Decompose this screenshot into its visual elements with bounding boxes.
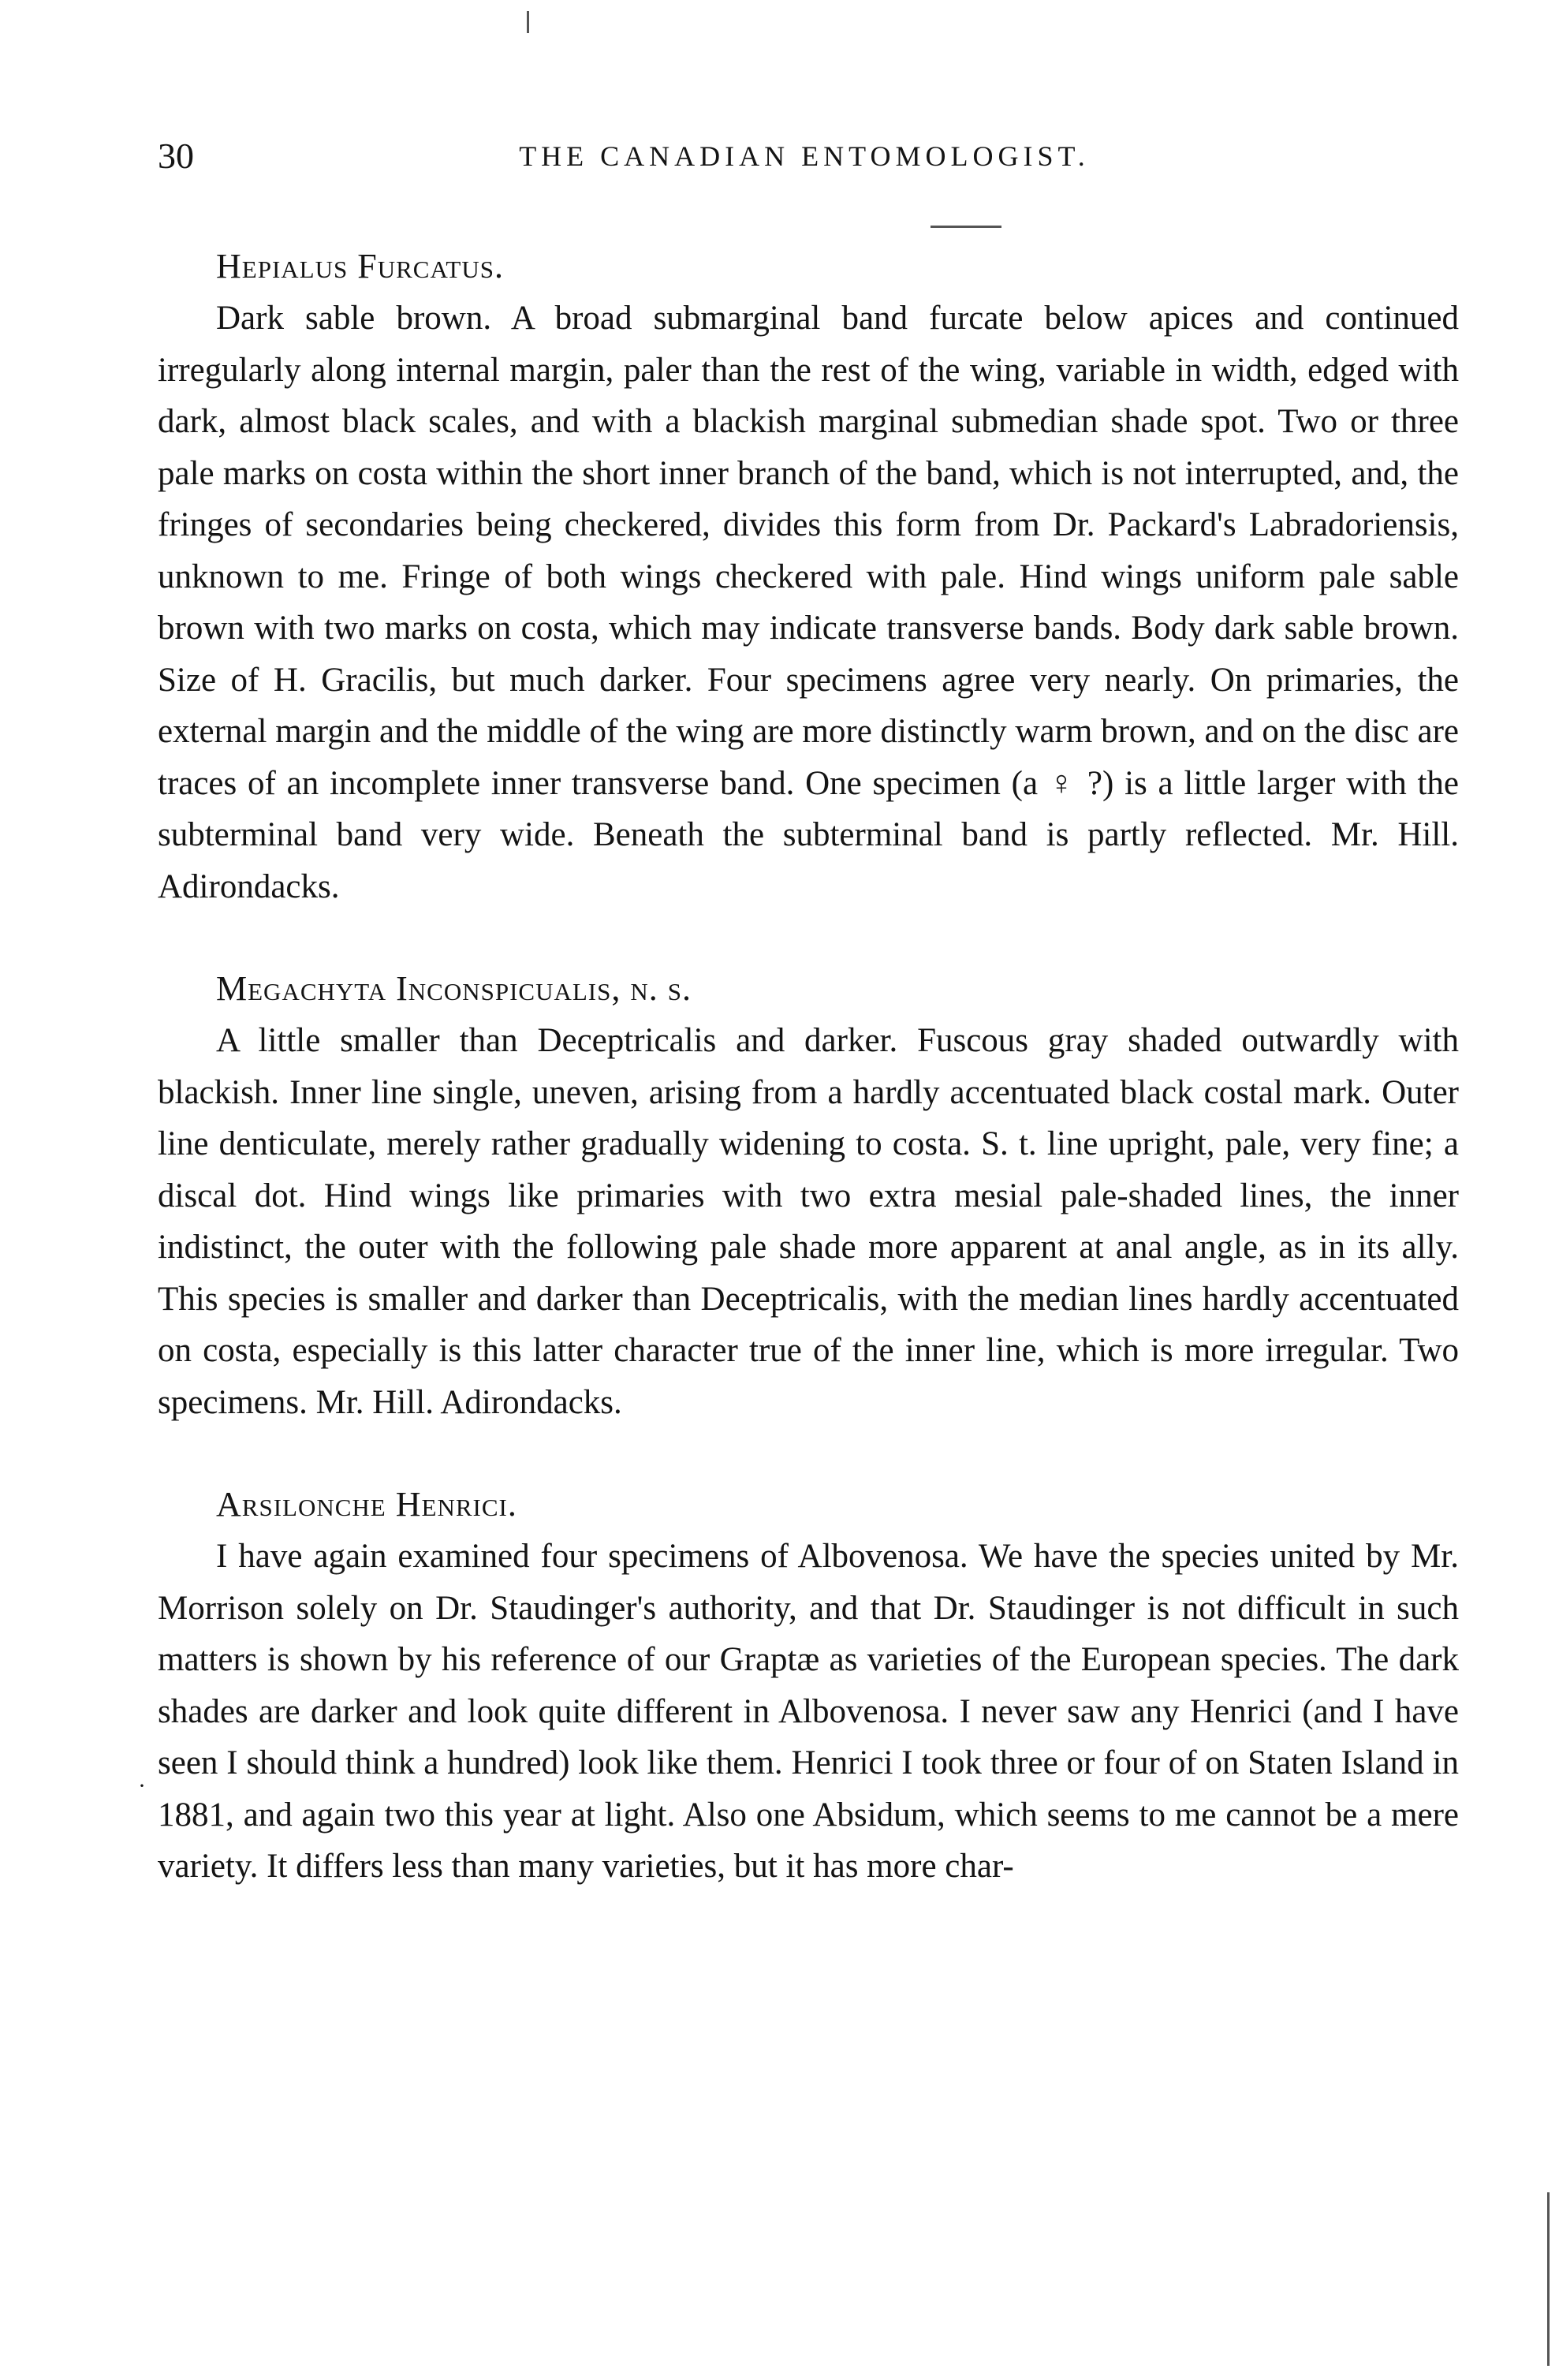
species-description: A little smaller than Deceptricalis and darker. Fuscous gray shaded outwardly with blackish. Inner line single, uneven, arising from a hardly accentuated black costal mark. Outer line denticulate, merely rather gradually widening to costa. S. t. line upright, pale, very fine; a discal dot. Hind wings like primaries with two extra mesial pale-shaded lines, the inner indistinct, the outer with the following pale shade more apparent at anal angle, as in its ally. This species is smaller and darker than Deceptricalis, with the median lines hardly accentuated on costa, especially is this latter character true of the inner line, which is more irregular. Two specimens. Mr. Hill. Adirondacks. xyxy=(158,1022,1459,1421)
scan-artifact-top xyxy=(527,11,529,33)
page-number: 30 xyxy=(158,136,194,176)
scan-artifact-edge xyxy=(1547,2192,1550,2366)
species-entry-megachyta-inconspicualis xyxy=(158,963,1459,1428)
article-body xyxy=(158,241,1459,1943)
running-head xyxy=(158,132,1451,180)
species-description: Dark sable brown. A broad submarginal band furcate below apices and continued irregularly along internal margin, paler than the rest of the wing, variable in width, edged with dark, almost black scales, and with a blackish marginal submedian shade spot. Two or three pale marks on costa within the short inner branch of the band, which is not interrupted, and, the fringes of secondaries being checkered, divides this form from Dr. Packard's Labradoriensis, unknown to me. Fringe of both wings checkered with pale. Hind wings uniform pale sable brown with two marks on costa, which may indicate transverse bands. Body dark sable brown. Size of H. Gracilis, but much darker. Four specimens agree very nearly. On primaries, the external margin and the middle of the wing are more distinctly warm brown, and on the disc are traces of an incomplete inner transverse band. One specimen (a ♀ ?) is a little larger with the subterminal band very wide. Beneath the subterminal band is partly reflected. Mr. Hill. Adirondacks. xyxy=(158,300,1459,905)
species-entry-hepialus-furcatus xyxy=(158,241,1459,912)
scan-artifact-rule xyxy=(931,226,1001,228)
species-description: I have again examined four specimens of Albovenosa. We have the species united by Mr. Morrison solely on Dr. Staudinger's authority, and that Dr. Staudinger is not difficult in such matters is shown by his reference of our Graptæ as varieties of the European species. The dark shades are darker and look quite different in Albovenosa. I never saw any Henrici (and I have seen I should think a hundred) look like them. Henrici I took three or four of on Staten Island in 1881, and again two this year at light. Also one Absidum, which seems to me cannot be a mere variety. It differs less than many varieties, but it has more char- xyxy=(158,1538,1459,1885)
species-entry-arsilonche-henrici xyxy=(158,1479,1459,1893)
journal-title: THE CANADIAN ENTOMOLOGIST. xyxy=(519,140,1090,172)
margin-bullet: · xyxy=(138,1773,146,1799)
species-heading: Arsilonche Henrici. xyxy=(216,1485,517,1524)
species-heading: Megachyta Inconspicualis, n. s. xyxy=(216,969,692,1008)
species-heading: Hepialus Furcatus. xyxy=(216,247,504,285)
